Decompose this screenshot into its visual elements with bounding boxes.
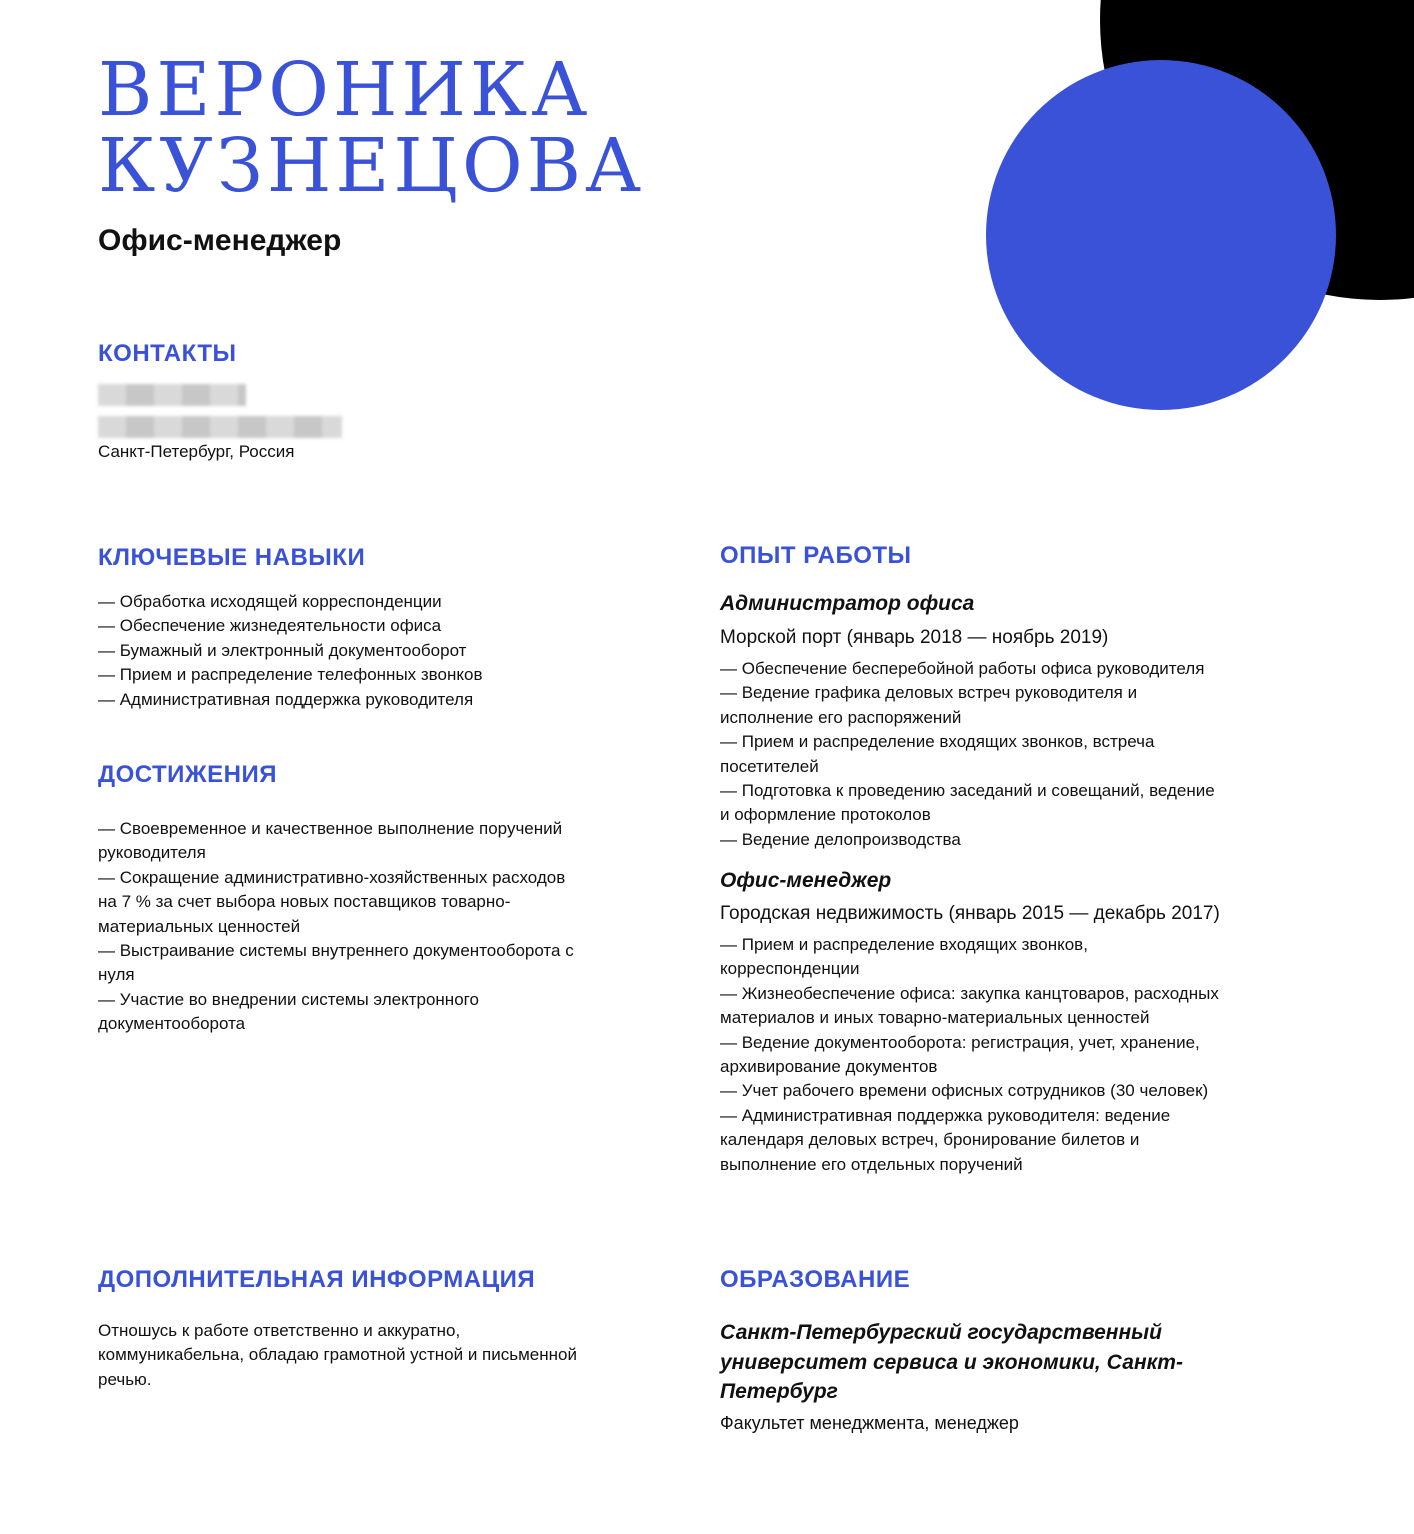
text-line: речью.: [98, 1369, 152, 1389]
text-line: — Участие во внедрении системы электронного: [98, 989, 479, 1009]
text-line: — Ведение графика деловых встреч руководителя и: [720, 683, 1138, 703]
redacted-contact-2: [98, 416, 342, 438]
text-line: — Сокращение административно-хозяйственных расходов: [98, 867, 566, 887]
job-role: Офис-менеджер: [98, 224, 342, 257]
list-item: — Обеспечение жизнедеятельности офиса: [98, 616, 442, 636]
text-line: на 7 % за счет выбора новых поставщиков товарно-: [98, 892, 511, 912]
text-line: — Учет рабочего времени офисных сотрудников (30 человек): [720, 1081, 1209, 1101]
text-line: — Обеспечение бесперебойной работы офиса руководителя: [720, 659, 1205, 678]
candidate-name: [98, 47, 646, 209]
education-faculty: Факультет менеджмента, менеджер: [720, 1413, 1019, 1433]
text-line: календаря деловых встреч, бронирование билетов и: [720, 1130, 1140, 1150]
job-duties: [720, 657, 1215, 852]
text-line: Петербург: [720, 1380, 838, 1403]
text-line: — Жизнеобеспечение офиса: закупка канцтоваров, расходных: [720, 983, 1219, 1003]
name-line-first: ВЕРОНИКА: [98, 47, 592, 133]
job-company: Морской порт (январь 2018 — ноябрь 2019): [720, 627, 1109, 648]
redacted-contact-1: [98, 384, 246, 406]
education-institution: [720, 1318, 1183, 1407]
job-position: Администратор офиса: [720, 592, 975, 615]
text-line: — Административная поддержка руководителя: ведение: [720, 1105, 1171, 1125]
text-line: — Ведение документооборота: регистрация, учет, хранение,: [720, 1032, 1200, 1052]
decor-circle-blue: [986, 60, 1336, 410]
text-line: материальных ценностей: [98, 916, 301, 936]
text-line: архивирование документов: [720, 1057, 938, 1077]
job-duties: [720, 933, 1219, 1177]
text-line: корреспонденции: [720, 959, 860, 979]
text-line: — Своевременное и качественное выполнение поручений: [98, 819, 563, 838]
text-line: Санкт-Петербургский государственный: [720, 1321, 1162, 1344]
additional-title: ДОПОЛНИТЕЛЬНАЯ ИНФОРМАЦИЯ: [98, 1266, 536, 1293]
text-line: коммуникабельна, обладаю грамотной устной и письменной: [98, 1345, 577, 1365]
text-line: — Подготовка к проведению заседаний и совещаний, ведение: [720, 781, 1215, 801]
contacts-title: КОНТАКТЫ: [98, 340, 237, 367]
text-line: исполнение его распоряжений: [720, 707, 962, 727]
text-line: руководителя: [98, 843, 206, 863]
experience-title: ОПЫТ РАБОТЫ: [720, 542, 912, 569]
list-item: — Административная поддержка руководителя: [98, 689, 474, 709]
text-line: нуля: [98, 965, 135, 985]
list-item: — Прием и распределение телефонных звонков: [98, 665, 483, 685]
achievements-list: [98, 817, 574, 1037]
text-line: — Прием и распределение входящих звонков, встреча: [720, 732, 1155, 752]
name-line-last: КУЗНЕЦОВА: [98, 123, 646, 209]
skills-title: КЛЮЧЕВЫЕ НАВЫКИ: [98, 544, 366, 571]
job-company: Городская недвижимость (январь 2015 — декабрь 2017): [720, 903, 1220, 924]
text-line: — Ведение делопроизводства: [720, 829, 961, 849]
text-line: — Прием и распределение входящих звонков,: [720, 935, 1088, 954]
education-title: ОБРАЗОВАНИЕ: [720, 1266, 911, 1293]
additional-text: [98, 1319, 577, 1392]
text-line: выполнение его отдельных поручений: [720, 1154, 1023, 1174]
job-position: Офис-менеджер: [720, 869, 892, 892]
text-line: и оформление протоколов: [720, 805, 931, 825]
achievements-title: ДОСТИЖЕНИЯ: [98, 761, 277, 788]
text-line: — Выстраивание системы внутреннего документооборота с: [98, 941, 574, 961]
text-line: Отношусь к работе ответственно и аккуратно,: [98, 1321, 461, 1340]
list-item: — Бумажный и электронный документооборот: [98, 640, 467, 660]
text-line: документооборота: [98, 1014, 246, 1034]
list-item: — Обработка исходящей корреспонденции: [98, 592, 442, 611]
text-line: университет сервиса и экономики, Санкт-: [720, 1350, 1183, 1374]
skills-list: [98, 590, 482, 712]
text-line: материалов и иных товарно-материальных ценностей: [720, 1008, 1150, 1028]
text-line: посетителей: [720, 756, 819, 776]
contact-location: Санкт-Петербург, Россия: [98, 442, 295, 461]
